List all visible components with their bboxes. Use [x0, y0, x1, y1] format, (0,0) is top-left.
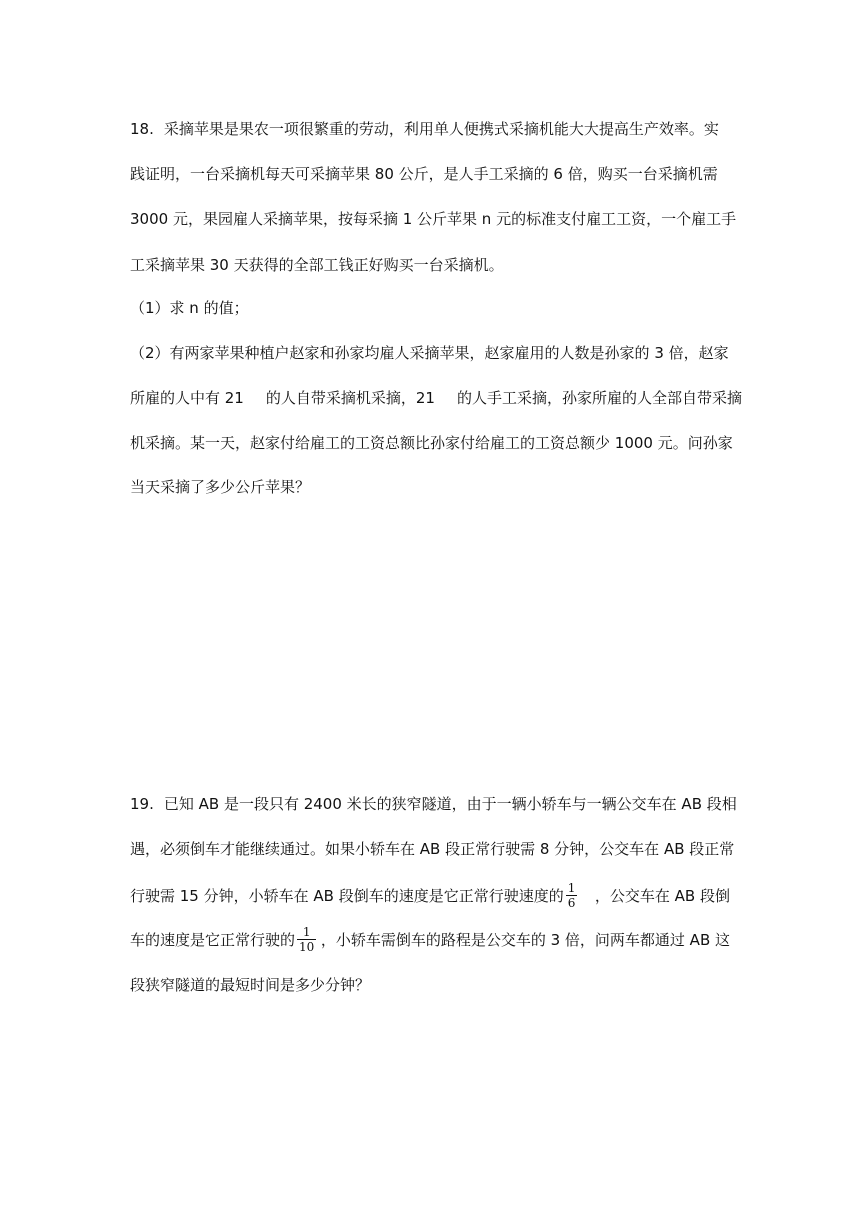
fraction-one-sixth — [566, 881, 578, 910]
q19-line-1 — [130, 793, 737, 815]
q18-part-2-line-1: （2）有两家苹果种植户赵家和孙家均雇人采摘苹果，赵家雇用的人数是孙家的 3 倍，赵家 — [130, 344, 729, 362]
q19-line-4 — [130, 924, 730, 956]
q19-line-3 — [130, 880, 730, 912]
q18-line-4: 工采摘苹果 30 天获得的全部工钱正好购买一台采摘机。 — [130, 256, 504, 274]
fraction-numerator: 1 — [297, 925, 316, 940]
q18-number: 18. — [130, 120, 154, 138]
q18-part-2-line-3: 机采摘。某一天，赵家付给雇工的工资总额比孙家付给雇工的工资总额少 1000 元。问孙家 — [130, 434, 733, 452]
q19-number: 19. — [130, 795, 154, 813]
q18-part-2-seg-a: 所雇的人中有 21 — [130, 389, 244, 407]
q19-text-3a: 行驶需 15 分钟，小轿车在 AB 段倒车的速度是它正常行驶速度的 — [130, 887, 564, 905]
fraction-denominator: 6 — [567, 895, 576, 910]
q18-text-1: 采摘苹果是果农一项很繁重的劳动，利用单人便携式采摘机能大大提高生产效率。实 — [163, 120, 719, 138]
q18-part-2-seg-b: 的人自带采摘机采摘，21 — [265, 389, 435, 407]
q18-part-2-line-4: 当天采摘了多少公斤苹果？ — [130, 478, 311, 496]
fraction-one-tenth — [297, 925, 316, 954]
q19-line-5: 段狭窄隧道的最短时间是多少分钟？ — [130, 976, 371, 994]
fraction-denominator: 10 — [299, 939, 315, 954]
q18-part-2-line-2 — [130, 387, 742, 409]
q19-line-2: 遇，必须倒车才能继续通过。如果小轿车在 AB 段正常行驶需 8 分钟，公交车在 AB 段正常 — [130, 840, 735, 858]
q18-line-3: 3000 元，果园雇人采摘苹果，按每采摘 1 公斤苹果 n 元的标准支付雇工工资，一个雇工手 — [130, 210, 737, 228]
q18-part-1: （1）求 n 的值； — [130, 299, 249, 317]
q19-text-3b: ，公交车在 AB 段倒 — [594, 887, 730, 905]
q19-text-1: 已知 AB 是一段只有 2400 米长的狭窄隧道，由于一辆小轿车与一辆公交车在 AB 段相 — [163, 795, 737, 813]
q18-part-2-seg-c: 的人手工采摘，孙家所雇的人全部自带采摘 — [456, 389, 742, 407]
q18-line-1 — [130, 118, 730, 140]
q18-line-2: 践证明，一台采摘机每天可采摘苹果 80 公斤，是人手工采摘的 6 倍，购买一台采摘机需 — [130, 165, 718, 183]
fraction-numerator: 1 — [567, 880, 576, 895]
q19-text-4a: 车的速度是它正常行驶的 — [130, 931, 296, 949]
q19-text-4b: ，小轿车需倒车的路程是公交车的 3 倍，问两车都通过 AB 这 — [320, 931, 730, 949]
